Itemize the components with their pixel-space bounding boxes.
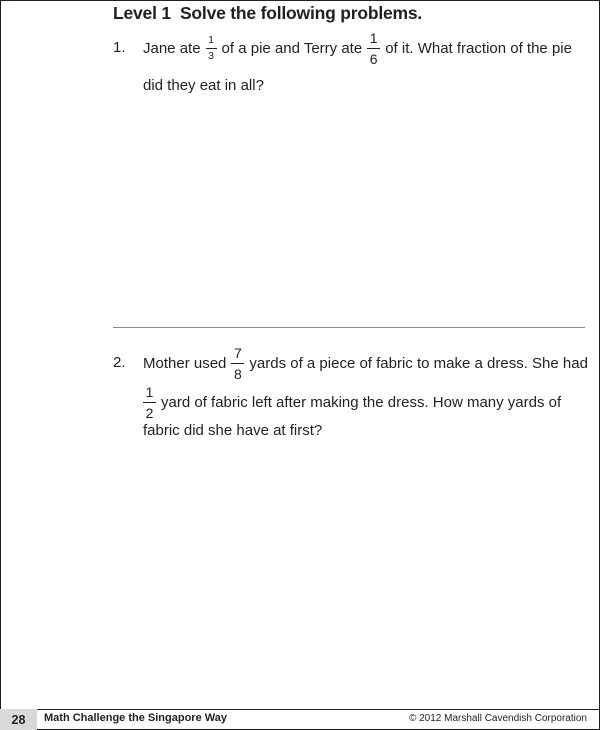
problem-1-text-c: of it. What fraction of the pie [385,39,572,57]
problem-2-line-3: fabric did she have at first? [143,422,323,439]
fraction-bar [231,363,244,364]
fraction-seven-eighths [231,346,244,381]
fraction-numerator: 1 [208,34,214,46]
fraction-denominator: 8 [233,365,242,382]
instruction-text: Solve the following problems. [179,3,423,23]
fraction-one-sixth [367,31,380,66]
fraction-denominator: 3 [208,49,214,62]
fraction-bar [367,48,380,49]
page-number: 28 [0,709,37,730]
problem-2-text-b: yards of a piece of fabric to make a dress. She had [249,354,588,372]
fraction-denominator: 2 [145,404,154,421]
problem-1-line-2: did they eat in all? [143,77,264,94]
copyright-notice: © 2012 Marshall Cavendish Corporation [408,713,587,724]
fraction-one-half [143,385,156,420]
book-title: Math Challenge the Singapore Way [44,712,227,724]
fraction-numerator: 1 [145,383,154,400]
problem-2-line-2 [140,383,561,421]
section-heading [113,3,422,24]
problem-1-line-1 [143,30,572,66]
fraction-numerator: 7 [233,344,242,361]
level-label: Level 1 [113,3,171,23]
problem-2-text-c: yard of fabric left after making the dress. How many yards of [161,393,562,411]
fraction-denominator: 6 [369,50,378,67]
problem-1-text-a: Jane ate [143,39,201,57]
fraction-bar [206,48,217,49]
section-divider [113,327,585,328]
problem-2-number: 2. [113,354,126,371]
fraction-bar [143,402,156,403]
fraction-one-third [206,35,217,61]
problem-2-line-1 [143,344,588,382]
problem-2-text-a: Mother used [143,354,227,372]
problem-1-number: 1. [113,39,126,56]
problem-1-text-b: of a pie and Terry ate [221,39,363,57]
fraction-numerator: 1 [369,29,378,46]
